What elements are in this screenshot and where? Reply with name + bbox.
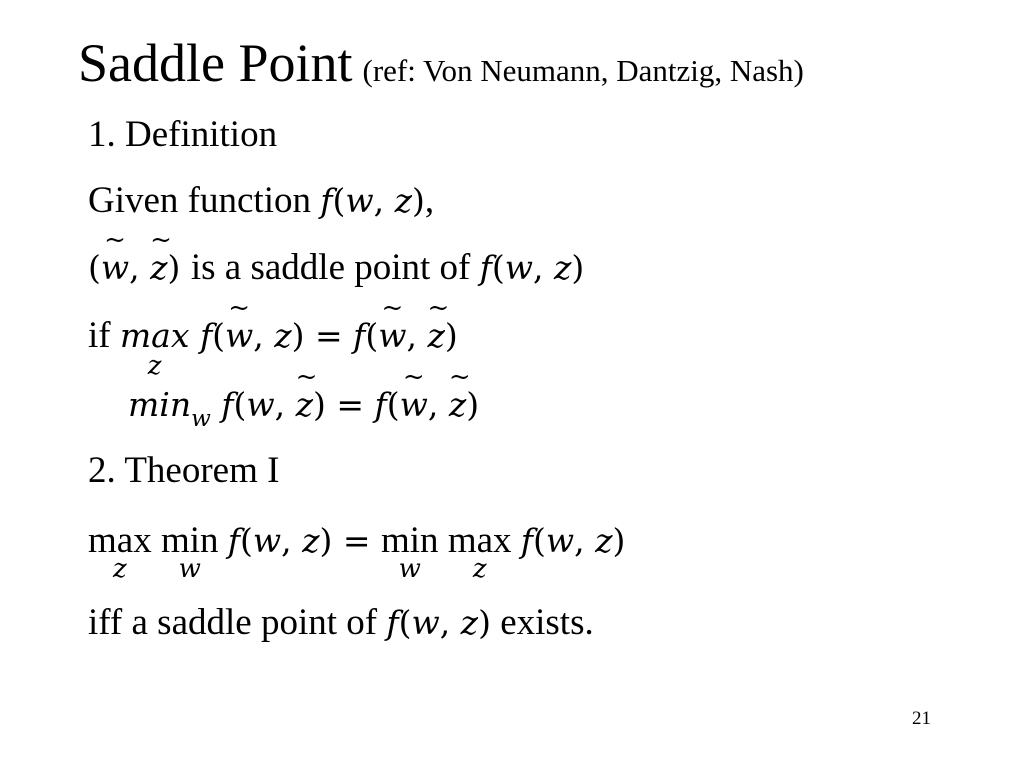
given-comma: , (424, 180, 435, 221)
sym-w: w (252, 521, 282, 560)
iff-text: iff a saddle point of (88, 602, 378, 643)
theorem-equation (88, 520, 626, 584)
sym-close: ) (466, 385, 480, 424)
sym-f: f (374, 385, 387, 424)
page-number: 21 (912, 708, 931, 729)
sym-f: f (221, 385, 234, 424)
sym-comma: , (532, 248, 554, 287)
sym-open: ( (365, 316, 379, 355)
sym-w: w (504, 248, 533, 287)
sym-w-tilde: ~ w (101, 251, 129, 284)
sym-close: ) (478, 603, 491, 642)
theorem-condition-line (88, 604, 594, 641)
sym-close: ) (167, 248, 181, 287)
min-subscript-w: w (191, 406, 211, 432)
sym-f: f (320, 181, 333, 220)
slide-title (78, 33, 804, 93)
sym-comma: , (253, 316, 275, 355)
formula-f-w-z (320, 181, 425, 220)
sym-close: ) (571, 248, 585, 287)
sym-z: z (274, 316, 292, 355)
sym-min: min (160, 520, 219, 561)
title-reference: (ref: Von Neumann, Dantzig, Nash) (362, 53, 804, 88)
sym-w-tilde: ~ w (378, 319, 406, 352)
sym-f: f (199, 316, 213, 355)
sym-z: z (394, 181, 412, 220)
sym-z: z (460, 603, 479, 642)
sym-comma: , (281, 521, 303, 560)
sym-comma: , (373, 181, 395, 220)
formula-saddle-pair (88, 248, 191, 287)
sym-w: w (246, 385, 275, 424)
section-theorem-heading: 2. Theorem I (88, 450, 280, 491)
max-operator (119, 316, 190, 381)
sym-z: z (553, 248, 572, 287)
min-subscript-w: w (398, 554, 421, 584)
sym-f: f (386, 603, 399, 642)
sym-w-tilde: ~ w (400, 388, 428, 421)
sym-close: ) (411, 181, 425, 220)
max-subscript-z: z (147, 351, 162, 381)
formula-max-condition (119, 316, 458, 381)
sym-max: max (88, 520, 152, 561)
min-operator-w (381, 520, 439, 584)
sym-max: max (447, 520, 512, 561)
given-text: Given function (88, 180, 311, 221)
sym-open: ( (332, 181, 346, 220)
sym-min: min (381, 520, 439, 561)
sym-w-tilde: ~ w (225, 319, 253, 352)
sym-close: ) (612, 521, 626, 560)
condition-min-line (128, 386, 479, 431)
sym-open: ( (233, 385, 247, 424)
given-function-line (88, 182, 434, 219)
max-operator-z (447, 520, 512, 584)
sym-z: z (302, 521, 320, 560)
sym-w: w (411, 603, 440, 642)
min-operator-w (160, 520, 219, 584)
sym-open: ( (239, 521, 253, 560)
sym-equals: = (304, 316, 354, 355)
is-saddle-text: is a saddle point of (190, 247, 471, 288)
sym-comma: , (439, 603, 461, 642)
sym-min: min (128, 385, 192, 424)
sym-comma: , (574, 521, 596, 560)
sym-open: ( (212, 316, 226, 355)
sym-comma: , (274, 385, 296, 424)
formula-min-condition (128, 385, 480, 432)
sym-f: f (520, 521, 533, 560)
sym-open: ( (398, 603, 412, 642)
sym-f: f (479, 248, 492, 287)
sym-z-tilde: ~ z (449, 388, 466, 421)
formula-f-w-z (521, 521, 626, 560)
sym-max: max (119, 316, 190, 355)
sym-w: w (345, 181, 374, 220)
if-text: if (88, 315, 111, 356)
sym-close: ) (313, 385, 326, 424)
sym-w: w (545, 521, 575, 560)
section-definition-heading: 1. Definition (88, 114, 278, 155)
sym-z-tilde: ~ z (296, 388, 313, 421)
sym-comma: , (406, 316, 428, 355)
condition-max-line (88, 315, 458, 381)
sym-open: ( (386, 385, 400, 424)
sym-close: ) (319, 521, 333, 560)
max-subscript-z: z (113, 554, 127, 584)
sym-z: z (595, 521, 613, 560)
sym-comma: , (129, 248, 151, 287)
max-operator-z (88, 520, 152, 584)
sym-equals: = (325, 385, 375, 424)
formula-f-w-z (228, 521, 381, 560)
formula-f-w-z (480, 248, 585, 287)
title-main: Saddle Point (78, 33, 353, 93)
sym-equals: = (332, 521, 381, 560)
sym-z-tilde: ~ z (428, 319, 445, 352)
sym-z-tilde: ~ z (150, 251, 167, 284)
saddle-point-statement (88, 249, 584, 286)
min-subscript-w: w (178, 554, 201, 584)
sym-open: ( (88, 248, 101, 287)
formula-f-w-z (386, 603, 491, 642)
sym-comma: , (427, 385, 449, 424)
sym-close: ) (291, 316, 305, 355)
max-subscript-z: z (472, 554, 487, 584)
sym-f: f (353, 316, 366, 355)
sym-open: ( (491, 248, 505, 287)
sym-f: f (227, 521, 240, 560)
sym-close: ) (444, 316, 458, 355)
sym-open: ( (532, 521, 546, 560)
exists-text: exists. (500, 602, 594, 643)
